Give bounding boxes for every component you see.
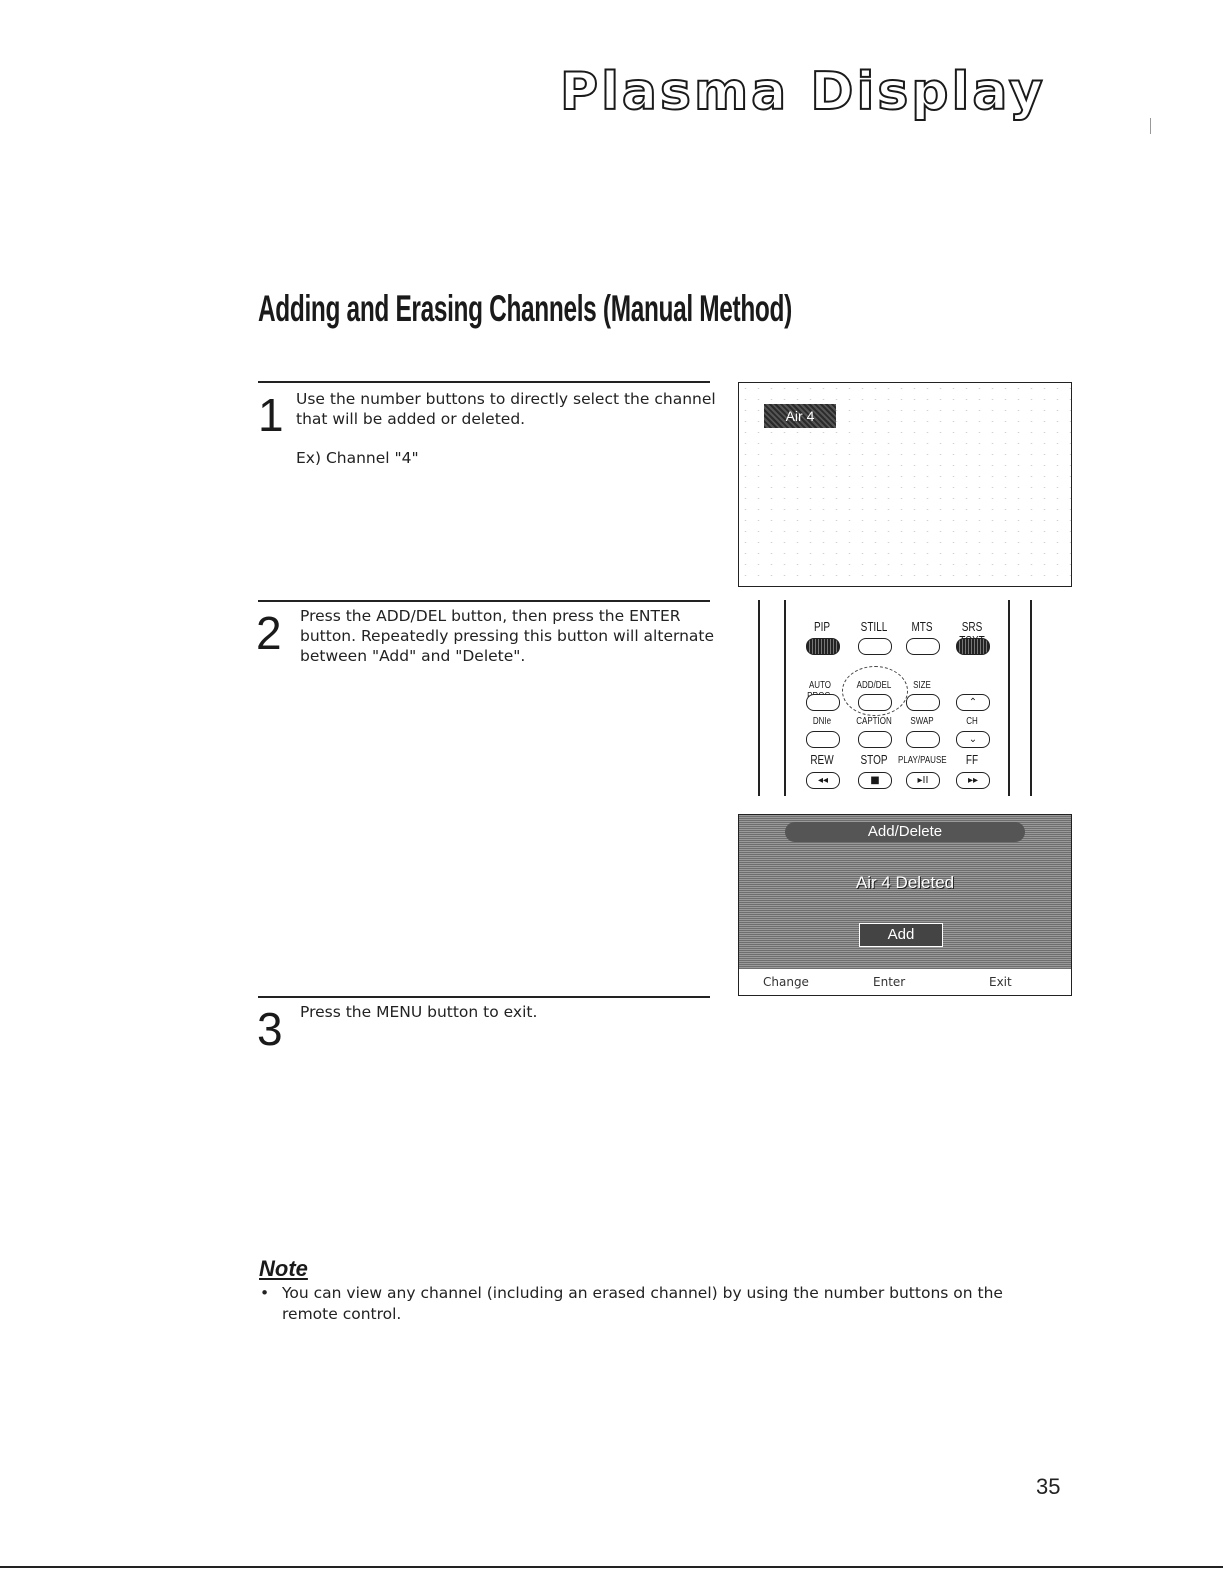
footer-exit: Exit xyxy=(989,975,1012,989)
label-ff: FF xyxy=(965,753,979,767)
remote-edge-right-inner xyxy=(1008,600,1010,796)
ch-up-button: ⌃ xyxy=(956,694,990,711)
menu-footer xyxy=(739,969,1071,995)
step-1-number: 1 xyxy=(258,389,284,441)
label-auto-prog: AUTO xyxy=(808,680,832,691)
tv-screen-channel xyxy=(738,382,1072,587)
margin-mark xyxy=(1150,118,1151,134)
remote-edge-left-inner xyxy=(784,600,786,796)
step-2-line-1: Press the ADD/DEL button, then press the ENTER xyxy=(300,607,681,625)
label-srs-tsxt: SRS xyxy=(961,620,983,634)
note-bullet: • xyxy=(260,1284,270,1302)
remote-edge-right xyxy=(1030,600,1032,796)
label-pip: PIP xyxy=(813,620,831,634)
footer-change: Change xyxy=(763,975,809,989)
tv-screen-add-delete-menu xyxy=(738,814,1072,996)
label-add-del: ADD/DEL xyxy=(856,680,892,691)
note-body xyxy=(260,1283,1026,1325)
label-caption: CAPTION xyxy=(856,716,892,727)
step-3-number: 3 xyxy=(257,1003,283,1055)
step-2-rule xyxy=(258,600,710,602)
page-title: Adding and Erasing Channels (Manual Method) xyxy=(258,288,792,329)
step-2-text xyxy=(300,606,720,666)
size-button xyxy=(906,694,940,711)
mts-button xyxy=(906,638,940,655)
step-3-text xyxy=(300,1002,720,1022)
pip-button xyxy=(806,638,840,655)
remote-edge-left xyxy=(758,600,760,796)
page-number: 35 xyxy=(1036,1474,1061,1499)
ff-button: ▸▸ xyxy=(956,772,990,789)
step-1-line-1: Use the number buttons to directly select the channel xyxy=(296,390,716,408)
step-1-line-2: that will be added or deleted. xyxy=(296,410,526,428)
stop-button: ■ xyxy=(858,772,892,789)
add-option: Add xyxy=(859,923,943,947)
step-1-rule xyxy=(258,381,710,383)
step-2-line-3: between "Add" and "Delete". xyxy=(300,647,526,665)
auto-prog-button xyxy=(806,694,840,711)
label-stop: STOP xyxy=(860,753,888,767)
srs-tsxt-button xyxy=(956,638,990,655)
add-del-highlight xyxy=(842,666,908,716)
label-still: STILL xyxy=(860,620,888,634)
remote-control-illustration xyxy=(758,600,1034,796)
note-heading: Note xyxy=(259,1256,308,1281)
channel-osd: Air 4 xyxy=(764,404,836,428)
bottom-rule xyxy=(0,1566,1223,1568)
swap-button xyxy=(906,731,940,748)
label-mts: MTS xyxy=(911,620,933,634)
rew-button: ◂◂ xyxy=(806,772,840,789)
step-2-line-2: button. Repeatedly pressing this button will alternate xyxy=(300,627,715,645)
channel-status: Air 4 Deleted xyxy=(855,873,955,892)
brand-logo: Plasma Display xyxy=(560,62,1046,122)
step-1-example: Ex) Channel "4" xyxy=(296,449,419,467)
menu-title: Add/Delete xyxy=(785,822,1025,842)
label-dnie: DNIe xyxy=(812,716,832,727)
step-2-number: 2 xyxy=(256,607,282,659)
note-text: You can view any channel (including an erased channel) by using the number buttons on the remote control. xyxy=(282,1284,1003,1323)
caption-button xyxy=(858,731,892,748)
step-1-text xyxy=(296,389,716,468)
step-3-line-1: Press the MENU button to exit. xyxy=(300,1003,538,1021)
footer-enter: Enter xyxy=(873,975,906,989)
play-pause-button: ▸II xyxy=(906,772,940,789)
ch-down-button: ⌄ xyxy=(956,731,990,748)
label-rew: REW xyxy=(810,753,834,767)
label-swap: SWAP xyxy=(910,716,934,727)
label-ch: CH xyxy=(966,716,978,727)
label-play-pause: PLAY/PAUSE xyxy=(898,755,947,766)
step-3-rule xyxy=(258,996,710,998)
label-size: SIZE xyxy=(913,680,931,691)
dnie-button xyxy=(806,731,840,748)
still-button xyxy=(858,638,892,655)
